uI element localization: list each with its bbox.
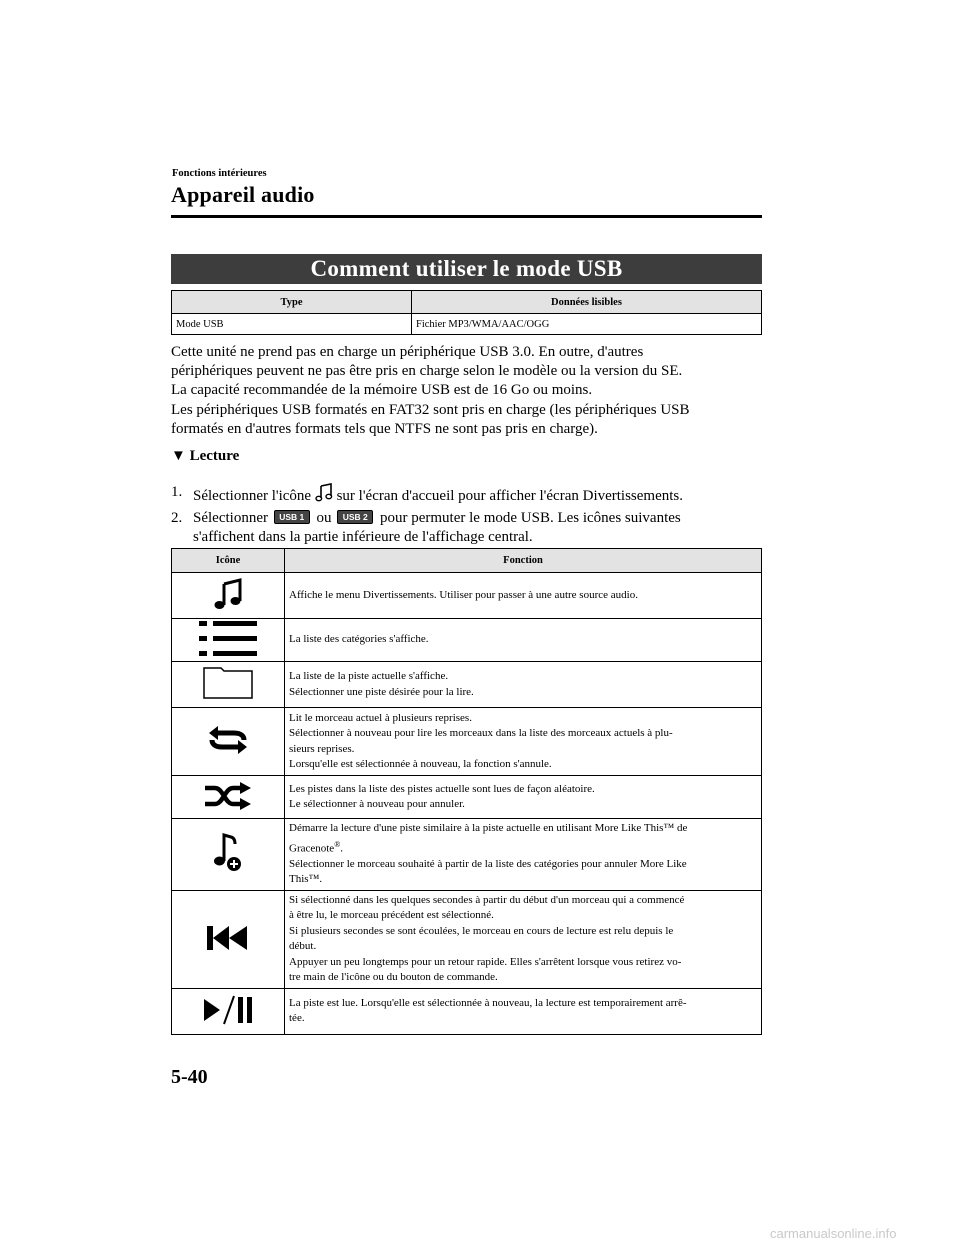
shuffle-icon	[203, 801, 253, 813]
function-text-gracenote	[289, 837, 757, 857]
table-row	[172, 890, 762, 988]
step-1	[171, 483, 771, 509]
function-text: Sélectionner à nouveau pour lire les morceaux dans la liste des morceaux actuels à plu-	[289, 727, 673, 739]
table-row	[172, 619, 762, 662]
function-text: début.	[289, 940, 317, 953]
music-note-icon	[213, 601, 243, 613]
function-text: Lorsqu'elle est sélectionnée à nouveau, la fonction s'annule.	[289, 758, 552, 770]
watermark[interactable]: carmanualsonline.info	[770, 1226, 897, 1241]
function-text: Appuyer un peu longtemps pour un retour rapide. Elles s'arrêtent lorsque vous retirez vo-	[289, 955, 682, 968]
step-text: sur l'écran d'accueil pour afficher l'écran Divertissements.	[336, 488, 684, 504]
function-text: Les pistes dans la liste des pistes actuelle sont lues de façon aléatoire.	[289, 782, 595, 795]
para-line: La capacité recommandée de la mémoire USB est de 16 Go ou moins.	[171, 382, 593, 399]
list-icon	[199, 648, 257, 660]
function-text: Affiche le menu Divertissements. Utiliser pour passer à une autre source audio.	[289, 588, 638, 601]
table-row	[172, 819, 762, 891]
function-text: à être lu, le morceau précédent est sélectionné.	[289, 909, 494, 922]
previous-track-icon	[207, 942, 249, 954]
table-row	[172, 708, 762, 776]
icon-table	[171, 548, 762, 1035]
table-row	[172, 776, 762, 819]
period: .	[340, 842, 344, 855]
registered-mark: ®	[334, 839, 341, 849]
function-text: This™.	[289, 873, 323, 886]
table-row	[172, 573, 762, 619]
header-function: Fonction	[285, 549, 762, 573]
function-text: Si plusieurs secondes se sont écoulées, le morceau en cours de lecture est relu depuis le	[289, 924, 674, 937]
play-pause-icon	[202, 1017, 254, 1029]
gracenote-text: Gracenote	[289, 842, 335, 855]
function-text: Sélectionner une piste désirée pour la lire.	[289, 685, 474, 698]
step-text: pour permuter le mode USB. Les icônes suivantes	[379, 510, 681, 526]
icon-table-header	[172, 549, 762, 573]
step-number: 1.	[171, 484, 183, 500]
step-text: s'affichent dans la partie inférieure de l'affichage central.	[193, 529, 533, 545]
function-text: La liste des catégories s'affiche.	[289, 633, 429, 646]
para-line: Cette unité ne prend pas en charge un périphérique USB 3.0. En outre, d'autres	[171, 344, 644, 360]
header-type: Type	[172, 291, 412, 314]
usb2-button-image: USB 2	[337, 510, 373, 524]
cell-files: Fichier MP3/WMA/AAC/OGG	[412, 314, 762, 335]
header-data: Données lisibles	[412, 291, 762, 314]
para-line: périphériques peuvent ne pas être pris en charge selon le modèle ou la version du SE.	[171, 363, 683, 380]
intro-paragraph	[171, 343, 771, 439]
cell-mode: Mode USB	[172, 314, 412, 335]
step-number: 2.	[171, 510, 183, 526]
function-text: Si sélectionné dans les quelques secondes à partir du début d'un morceau qui a commencé	[289, 893, 685, 906]
step-text: Sélectionner	[193, 510, 268, 526]
steps-list	[171, 483, 771, 547]
section-label: Fonctions intérieures	[172, 168, 267, 179]
step-text: ou	[316, 510, 332, 526]
triangle-down-icon: ▼	[171, 448, 186, 464]
type-table	[171, 290, 762, 335]
function-text: Sélectionner le morceau souhaité à partir de la liste des catégories pour annuler More Like	[289, 857, 687, 870]
more-like-this-icon	[213, 864, 243, 876]
usb1-button-image: USB 1	[274, 510, 310, 524]
function-text: Démarre la lecture d'une piste similaire à la piste actuelle en utilisant More Like This™ de	[289, 822, 688, 834]
type-table-header	[172, 291, 762, 314]
step-text: Sélectionner l'icône	[193, 488, 312, 504]
function-text: Le sélectionner à nouveau pour annuler.	[289, 798, 465, 810]
function-text: Lit le morceau actuel à plusieurs reprises.	[289, 711, 472, 724]
subheading-text: Lecture	[189, 448, 240, 464]
function-text: tre main de l'icône ou du bouton de commande.	[289, 971, 498, 984]
step-2	[171, 509, 771, 547]
table-row	[172, 314, 762, 335]
function-text: La liste de la piste actuelle s'affiche.	[289, 670, 449, 682]
subheading	[171, 448, 239, 465]
para-line: Les périphériques USB formatés en FAT32 sont pris en charge (les périphériques USB	[171, 401, 690, 418]
page-title: Appareil audio	[171, 182, 315, 207]
function-text: La piste est lue. Lorsqu'elle est sélectionnée à nouveau, la lecture est temporairement arrê-	[289, 996, 687, 1009]
title-rule	[171, 215, 762, 218]
header-icon: Icône	[172, 549, 285, 573]
page-number: 5-40	[171, 1066, 208, 1088]
function-text: sieurs reprises.	[289, 742, 355, 755]
para-line: formatés en d'autres formats tels que NTFS ne sont pas pris en charge).	[171, 420, 598, 437]
function-text: tée.	[289, 1012, 305, 1025]
table-row	[172, 988, 762, 1034]
folder-icon	[203, 690, 253, 702]
table-row	[172, 662, 762, 708]
music-note-icon	[315, 483, 333, 509]
repeat-icon	[204, 746, 252, 758]
section-banner: Comment utiliser le mode USB	[171, 254, 762, 284]
